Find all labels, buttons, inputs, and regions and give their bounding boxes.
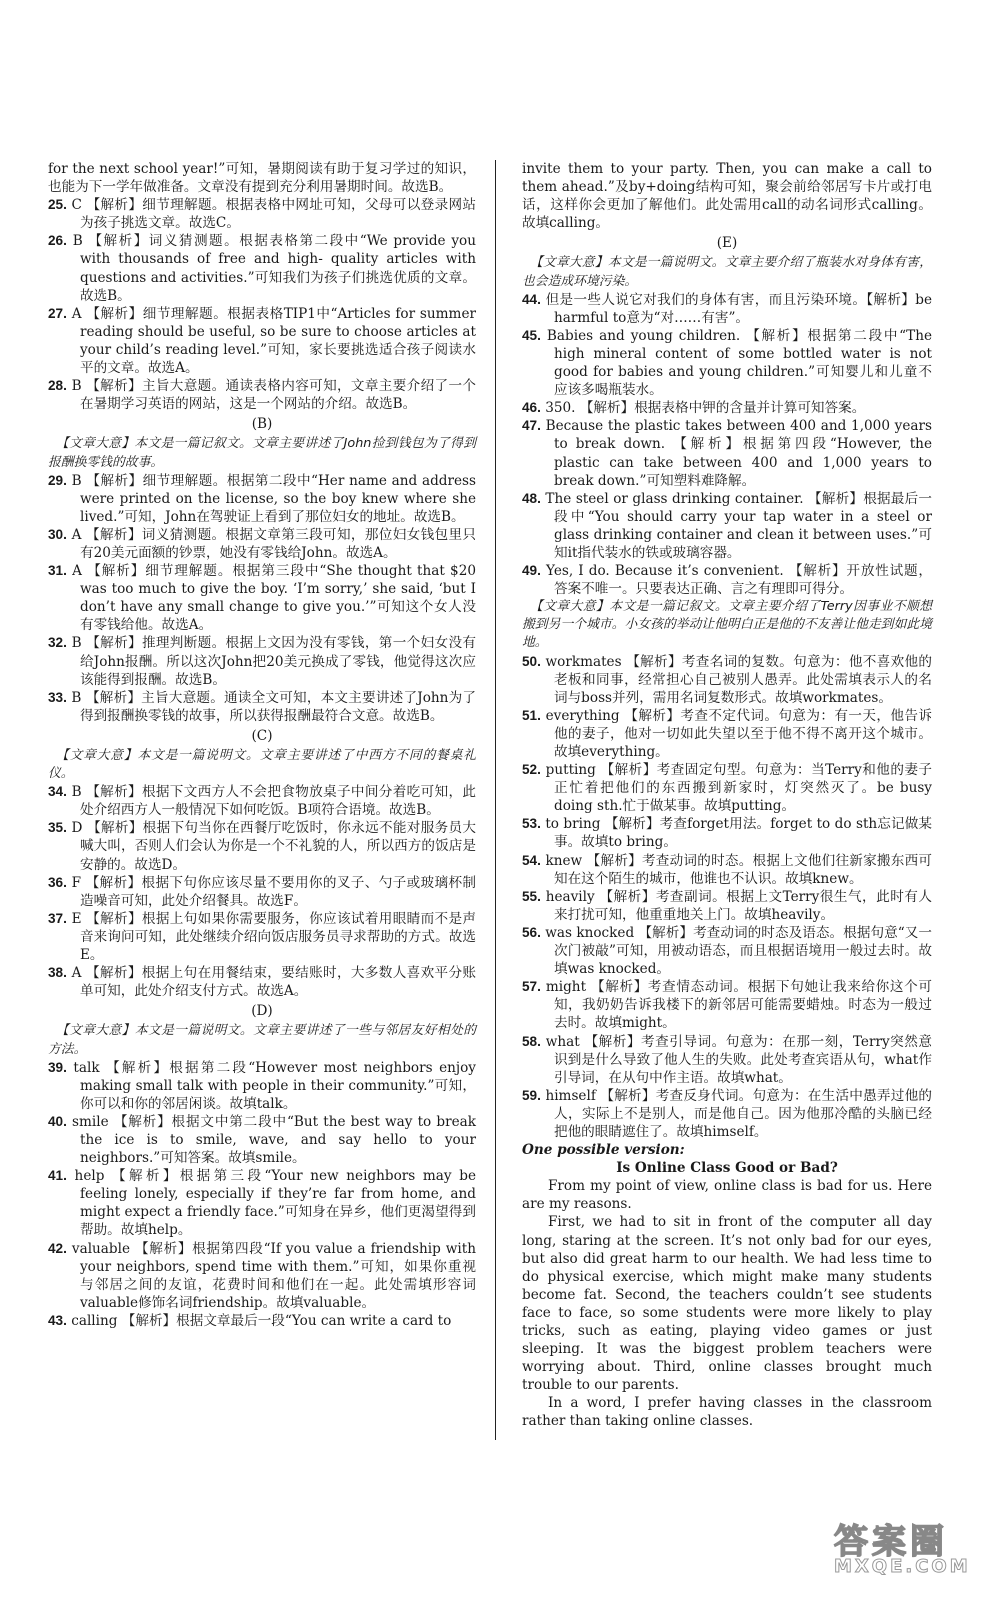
answer-item [522, 291, 932, 327]
answer-item [522, 761, 932, 815]
answer-item [48, 196, 476, 232]
answer-item [48, 305, 476, 377]
item-text: might 【解析】考查情态动词。根据下句她让我来给你这个可知，我奶奶告诉我楼下的新邻居可能需要蜡烛。时态为一般过去时。故填might。 [540, 979, 932, 1032]
answer-item [522, 707, 932, 761]
answer-item [522, 417, 932, 489]
paragraph: for the next school year!”可知，暑期阅读有助于复习学过的知识，也能为下一学年做准备。文章没有提到充分利用暑期时间。故选B。 [48, 161, 476, 196]
item-text: calling 【解析】根据文章最后一段“You can write a card to [66, 1312, 452, 1329]
answer-item [522, 815, 932, 851]
article-summary: 【文章大意】本文是一篇记叙文。文章主要介绍了Terry因事业不顺想搬到另一个城市。小女孩的举动让他明白正是他的不友善让他走到如此境地。 [522, 599, 932, 651]
item-text: E 【解析】根据上句如果你需要服务，你应该试着用眼睛而不是声音来询问可知，此处继续介绍向饭店服务员寻求帮助的方式。故选E。 [66, 910, 476, 964]
item-number: 48. [522, 490, 541, 506]
item-number: 37. [48, 910, 67, 926]
answer-item [522, 399, 932, 417]
item-text: workmates 【解析】考查名词的复数。句意为：他不喜欢他的老板和同事，经常担心自己被别人愚弄。此处需填表示人的名词与boss并列，需用名词复数形式。故填workmates。 [540, 653, 932, 706]
item-text: The steel or glass drinking container. 【解析】根据最后一段中“You should carry your tap water in a steel or glass drinking container and clean it between uses.”可知it指代装水的铁或玻璃容器。 [540, 490, 932, 561]
section-heading: (C) [251, 727, 273, 744]
item-text: to bring 【解析】考查forget用法。forget to do sth忘记做某事。故填to bring。 [540, 816, 932, 851]
item-text: talk 【解析】根据第二段“However most neighbors enjoy making small talk with people in their community.”可知，你可以和你的邻居闲谈。故填talk。 [66, 1059, 476, 1112]
answer-item [48, 783, 476, 819]
essay-paragraph: From my point of view, online class is bad for us. Here are my reasons. [522, 1178, 932, 1213]
answer-item [48, 1312, 476, 1330]
item-number: 52. [522, 762, 541, 778]
item-number: 26. [48, 233, 67, 249]
item-number: 47. [522, 418, 541, 434]
item-number: 42. [48, 1240, 67, 1256]
item-number: 53. [522, 816, 541, 832]
answer-item [522, 562, 932, 598]
left-column [48, 160, 476, 1330]
answer-item [48, 1167, 476, 1239]
answer-item [48, 1240, 476, 1312]
item-text: A 【解析】细节理解题。根据表格TIP1中“Articles for summer reading should be useful, so be sure to choose articles at your child’s reading level.”可知，家长要挑选适合孩子阅读水平的文章。故选A。 [66, 305, 476, 377]
item-text: heavily 【解析】考查副词。根据上文Terry很生气，此时有人来打扰可知，他重重地关上门。故填heavily。 [540, 888, 932, 923]
item-text: help 【解析】根据第三段“Your new neighbors may be feeling lonely, especially if they’re far from home, and might expect a friendly face.”可知身在异乡，他们更渴望得到帮助。故填help。 [66, 1168, 476, 1239]
article-summary: 【文章大意】本文是一篇说明文。文章主要介绍了瓶装水对身体有害，也会造成环境污染。 [522, 255, 932, 289]
item-number: 54. [522, 852, 541, 868]
item-text: B 【解析】推理判断题。根据上文因为没有零钱，第一个妇女没有给John报酬。所以这次John把20美元换成了零钱，他觉得这次应该能得到报酬。故选B。 [66, 635, 476, 688]
item-number: 33. [48, 689, 67, 705]
answer-item [48, 634, 476, 688]
essay-paragraph: In a word, I prefer having classes in the classroom rather than taking online classes. [522, 1395, 932, 1430]
item-number: 57. [522, 979, 541, 995]
item-number: 30. [48, 526, 67, 542]
item-text: valuable 【解析】根据第四段“If you value a friendship with your neighbors, spend time with them.”可知，如果你重视与邻居之间的友谊，花费时间和他们在一起。此处需填形容词valuable修饰名词friendship。故填valuable。 [66, 1240, 476, 1311]
column-divider [495, 160, 496, 1440]
answer-item [48, 1113, 476, 1167]
item-text: knew 【解析】考查动词的时态。根据上文他们往新家搬东西可知在这个陌生的城市，他谁也不认识。故填knew。 [540, 852, 932, 887]
answer-item [522, 924, 932, 978]
item-number: 32. [48, 635, 67, 651]
article-summary: 【文章大意】本文是一篇记叙文。文章主要讲述了John捡到钱包为了得到报酬换零钱的故事。 [48, 436, 476, 470]
essay-title: Is Online Class Good or Bad? [616, 1160, 838, 1177]
right-column [522, 160, 932, 1431]
item-text: A 【解析】词义猜测题。根据文章第三段可知，那位妇女钱包里只有20美元面额的钞票，她没有零钱给John。故选A。 [66, 526, 476, 561]
item-number: 44. [522, 291, 541, 307]
item-text: Babies and young children. 【解析】根据第二段中“The high mineral content of some bottled water is not good for babies and young children.”可知婴儿和儿童不应该多喝瓶装水。 [540, 327, 932, 399]
answer-item [522, 978, 932, 1032]
item-number: 45. [522, 327, 541, 343]
item-number: 25. [48, 197, 67, 213]
item-number: 40. [48, 1113, 67, 1129]
item-number: 36. [48, 874, 67, 890]
item-text: C 【解析】细节理解题。根据表格中网址可知，父母可以登录网站为孩子挑选文章。故选C。 [66, 197, 476, 232]
watermark-url: MXQE.COM [834, 1556, 971, 1577]
item-text: A 【解析】细节理解题。根据第三段中“She thought that $20 was too much to give the boy. ‘I’m sorry,’ she said, ‘but I don’t have any small change to give you.’”可知这个女人没有零钱给他。故选A。 [66, 563, 476, 634]
article-summary: 【文章大意】本文是一篇说明文。文章主要讲述了中西方不同的餐桌礼仪。 [48, 748, 476, 782]
answer-item [522, 1087, 932, 1141]
answer-item [48, 1059, 476, 1113]
item-text: himself 【解析】考查反身代词。句意为：在生活中愚弄过他的人，实际上不是别人，而是他自己。因为他那冷酷的头脑已经把他的眼睛遮住了。故填himself。 [540, 1087, 932, 1140]
item-number: 29. [48, 472, 67, 488]
section-heading: (E) [716, 235, 738, 252]
item-number: 27. [48, 305, 67, 321]
section-heading: (D) [251, 1003, 273, 1020]
item-text: A 【解析】根据上句在用餐结束，要结账时，大多数人喜欢平分账单可知，此处介绍支付方式。故选A。 [66, 965, 476, 1000]
item-number: 49. [522, 563, 541, 579]
answer-item [522, 1033, 932, 1087]
essay-paragraph: First, we had to sit in front of the computer all day long, staring at the screen. It’s not only bad for our eyes, but also did great harm to our health. We had less time to do physical exercise, which might make many students become fat. Second, the teachers couldn’t see students face to face, so some students were more likely to play tricks, such as eating, playing video games or just sleeping. It was the biggest problem teachers were worrying about. Third, online classes brought much trouble to our parents. [522, 1214, 932, 1394]
item-text: B 【解析】词义猜测题。根据表格第二段中“We provide you with thousands of free and high- quality articles with questions and activities.”可知我们为孩子们挑选优质的文章。故选B。 [66, 233, 476, 304]
answer-item [522, 888, 932, 924]
answer-item [48, 472, 476, 526]
item-text: what 【解析】考查引导词。句意为：在那一刻，Terry突然意识到是什么导致了他人生的失败。此处考查宾语从句，what作引导词，在从句中作主语。故填what。 [540, 1033, 932, 1086]
item-number: 55. [522, 888, 541, 904]
item-text: was knocked 【解析】考查动词的时态及语态。根据句意“又一次门被敲”可知，用被动语态，而且根据语境用一般过去时。故填was knocked。 [540, 924, 932, 978]
answer-item [522, 852, 932, 888]
article-summary: 【文章大意】本文是一篇说明文。文章主要讲述了一些与邻居友好相处的方法。 [48, 1023, 476, 1057]
item-text: 350. 【解析】根据表格中钾的含量并计算可知答案。 [540, 400, 866, 417]
answer-item [48, 232, 476, 304]
item-number: 35. [48, 820, 67, 836]
item-number: 58. [522, 1033, 541, 1049]
item-number: 41. [48, 1168, 67, 1184]
item-number: 39. [48, 1059, 67, 1075]
item-number: 56. [522, 924, 541, 940]
item-text: D 【解析】根据下句当你在西餐厅吃饭时，你永远不能对服务员大喊大叫，否则人们会认为你是一个不礼貌的人，所以西方的饭店是安静的。故选D。 [66, 820, 476, 873]
item-number: 50. [522, 653, 541, 669]
version-label: One possible version: [522, 1142, 685, 1159]
item-number: 46. [522, 400, 541, 416]
item-text: everything 【解析】考查不定代词。句意为：有一天，他告诉他的妻子，他对一切如此失望以至于他不得不离开这个城市。故填everything。 [540, 707, 932, 760]
item-text: putting 【解析】考查固定句型。句意为：当Terry和他的妻子正忙着把他们的东西搬到新家时，灯突然灭了。be busy doing sth.忙于做某事。故填putting。 [540, 762, 932, 815]
item-text: B 【解析】主旨大意题。通读全文可知，本文主要讲述了John为了得到报酬换零钱的故事，所以获得报酬最符合文意。故选B。 [66, 689, 476, 724]
answer-item [522, 327, 932, 399]
item-number: 51. [522, 707, 541, 723]
answer-item [48, 964, 476, 1000]
item-text: B 【解析】细节理解题。根据第二段中“Her name and address were printed on the license, so the boy knew where she lived.”可知，John在驾驶证上看到了那位妇女的地址。故选B。 [66, 472, 476, 525]
answer-item [522, 653, 932, 707]
item-text: 但是一些人说它对我们的身体有害，而且污染环境。【解析】be harmful to意为“对……有害”。 [540, 291, 932, 326]
watermark-text: 答案圈 [834, 1522, 948, 1562]
answer-item [48, 562, 476, 634]
paragraph: invite them to your party. Then, you can make a call to them ahead.”及by+doing结构可知，聚会前给邻居写卡片或打电话，这样你会更加了解他们。此处需用call的动名词形式calling。故填calling。 [522, 161, 932, 232]
item-text: B 【解析】根据下文西方人不会把食物放桌子中间分着吃可知，此处介绍西方人一般情况下如何吃饭。B项符合语境。故选B。 [66, 784, 476, 819]
answer-item [48, 689, 476, 725]
item-text: F 【解析】根据下句你应该尽量不要用你的叉子、勺子或玻璃杯制造噪音可知，此处介绍餐具。故选F。 [66, 874, 476, 909]
item-text: Because the plastic takes between 400 and 1,000 years to break down. 【解析】根据第四段“However, the plastic can take between 400 and 1,000 years to break down.”可知塑料难降解。 [540, 418, 932, 489]
answer-item [48, 874, 476, 910]
item-number: 38. [48, 965, 67, 981]
section-heading: (B) [251, 416, 273, 433]
item-text: Yes, I do. Because it’s convenient. 【解析】开放性试题，答案不唯一。只要表达正确、言之有理即可得分。 [540, 563, 932, 598]
answer-item [48, 910, 476, 964]
item-number: 28. [48, 378, 67, 394]
item-number: 31. [48, 563, 67, 579]
item-number: 43. [48, 1312, 67, 1328]
answer-item [522, 490, 932, 562]
item-number: 34. [48, 784, 67, 800]
answer-item [48, 819, 476, 873]
item-text: B 【解析】主旨大意题。通读表格内容可知，文章主要介绍了一个在暑期学习英语的网站，这是一个网站的介绍。故选B。 [66, 378, 476, 413]
watermark-logo [814, 1508, 971, 1580]
item-number: 59. [522, 1087, 541, 1103]
answer-item [48, 526, 476, 562]
answer-item [48, 377, 476, 413]
item-text: smile 【解析】根据文中第二段中“But the best way to break the ice is to smile, wave, and say hello to your neighbors.”可知答案。故填smile。 [66, 1113, 476, 1167]
